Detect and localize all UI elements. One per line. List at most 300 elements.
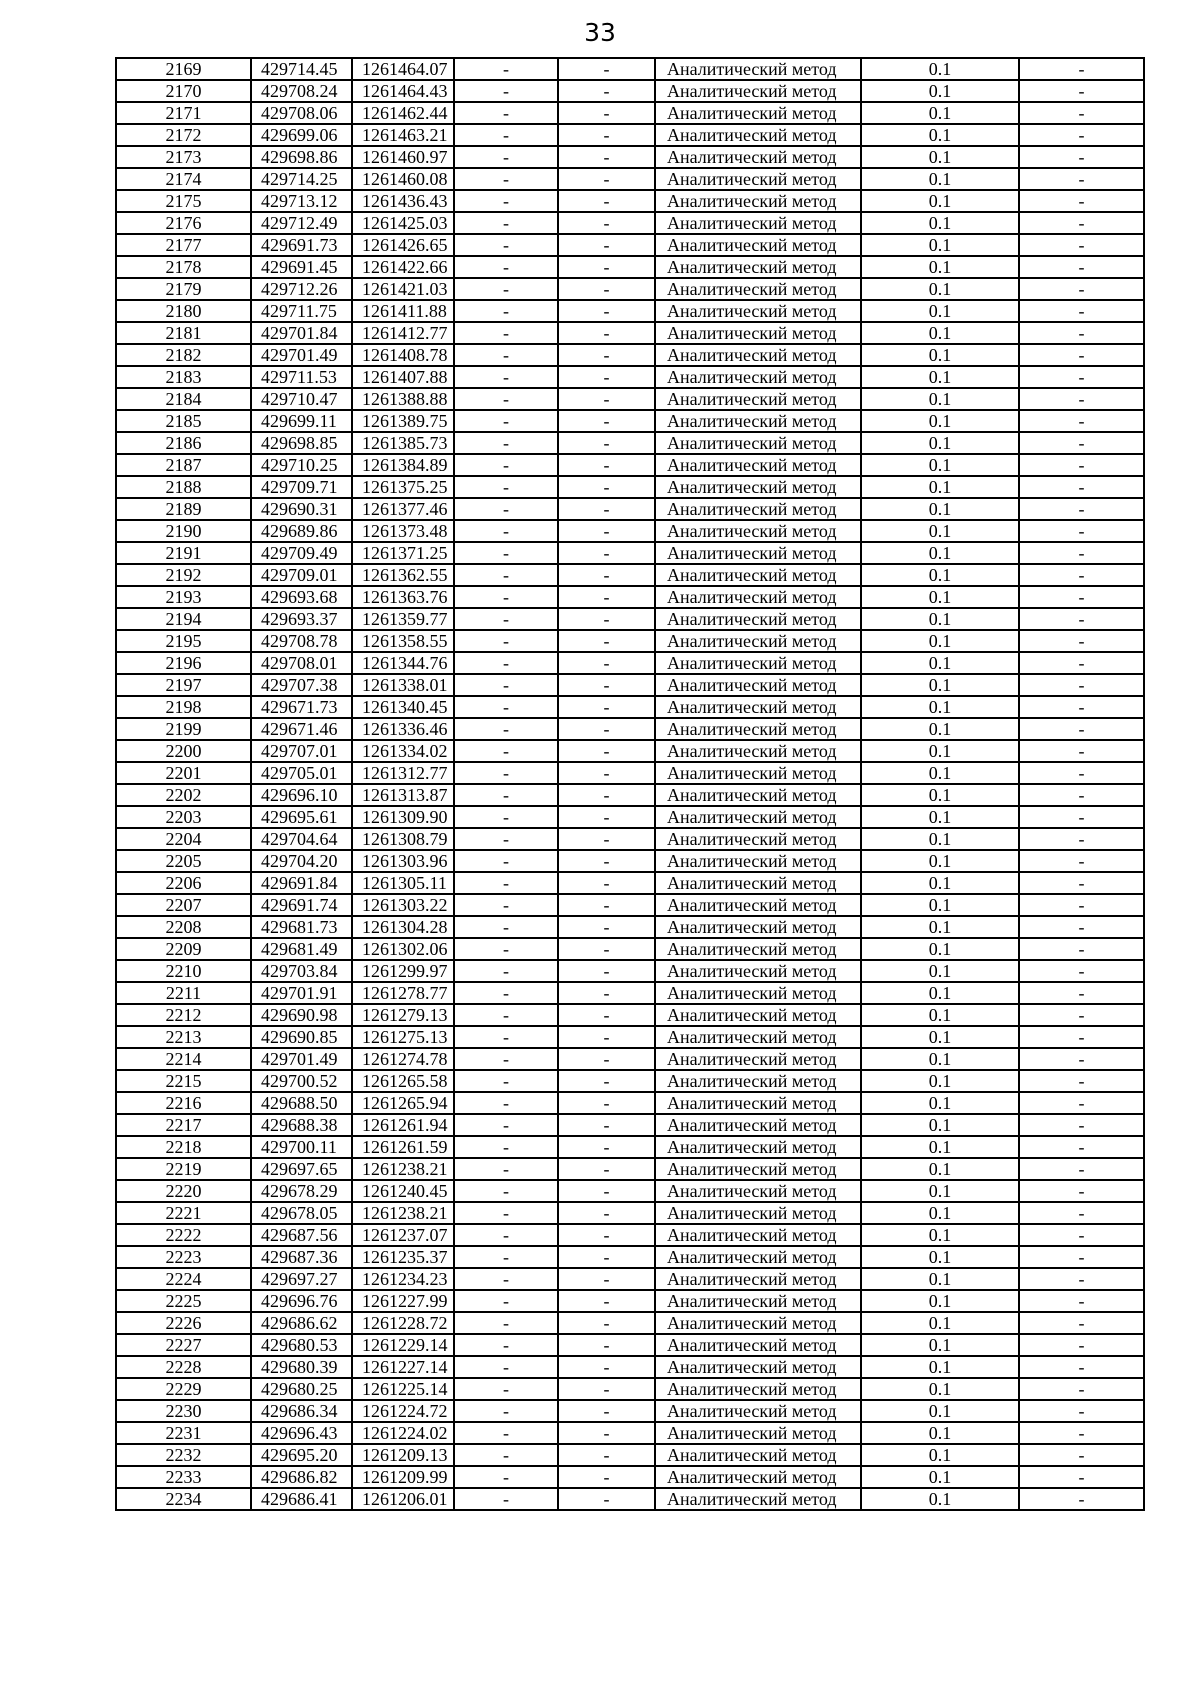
point-number-cell: 2181 (116, 322, 251, 344)
coord-y-cell: 1261305.11 (352, 872, 454, 894)
point-number-cell: 2226 (116, 1312, 251, 1334)
coord-y-cell: 1261375.25 (352, 476, 454, 498)
method-cell: Аналитический метод (655, 564, 861, 586)
coord-y-cell: 1261359.77 (352, 608, 454, 630)
coord-x-cell: 429686.62 (251, 1312, 352, 1334)
coord-y-cell: 1261261.94 (352, 1114, 454, 1136)
coord-x-cell: 429703.84 (251, 960, 352, 982)
point-number-cell: 2176 (116, 212, 251, 234)
point-number-cell: 2187 (116, 454, 251, 476)
col-5-cell: - (558, 1268, 655, 1290)
col-8-cell: - (1019, 322, 1144, 344)
point-number-cell: 2205 (116, 850, 251, 872)
table-row (116, 80, 1144, 102)
table-row (116, 58, 1144, 80)
coord-x-cell: 429700.52 (251, 1070, 352, 1092)
accuracy-cell: 0.1 (861, 696, 1019, 718)
col-4-cell: - (454, 58, 558, 80)
coord-x-cell: 429710.25 (251, 454, 352, 476)
col-8-cell: - (1019, 520, 1144, 542)
point-number-cell: 2180 (116, 300, 251, 322)
col-5-cell: - (558, 80, 655, 102)
accuracy-cell: 0.1 (861, 1158, 1019, 1180)
col-8-cell: - (1019, 1444, 1144, 1466)
table-row (116, 630, 1144, 652)
point-number-cell: 2194 (116, 608, 251, 630)
method-cell: Аналитический метод (655, 190, 861, 212)
method-cell: Аналитический метод (655, 1202, 861, 1224)
col-4-cell: - (454, 1136, 558, 1158)
col-5-cell: - (558, 1334, 655, 1356)
col-5-cell: - (558, 872, 655, 894)
method-cell: Аналитический метод (655, 762, 861, 784)
table-row (116, 344, 1144, 366)
col-8-cell: - (1019, 960, 1144, 982)
table-row (116, 894, 1144, 916)
table-row (116, 1444, 1144, 1466)
point-number-cell: 2204 (116, 828, 251, 850)
point-number-cell: 2217 (116, 1114, 251, 1136)
accuracy-cell: 0.1 (861, 58, 1019, 80)
method-cell: Аналитический метод (655, 828, 861, 850)
point-number-cell: 2223 (116, 1246, 251, 1268)
coord-y-cell: 1261274.78 (352, 1048, 454, 1070)
accuracy-cell: 0.1 (861, 366, 1019, 388)
coord-x-cell: 429701.91 (251, 982, 352, 1004)
col-8-cell: - (1019, 1158, 1144, 1180)
table-row (116, 784, 1144, 806)
point-number-cell: 2197 (116, 674, 251, 696)
table-row (116, 256, 1144, 278)
accuracy-cell: 0.1 (861, 894, 1019, 916)
col-4-cell: - (454, 806, 558, 828)
col-4-cell: - (454, 1466, 558, 1488)
coord-y-cell: 1261302.06 (352, 938, 454, 960)
accuracy-cell: 0.1 (861, 124, 1019, 146)
table-row (116, 1268, 1144, 1290)
coord-x-cell: 429681.49 (251, 938, 352, 960)
col-8-cell: - (1019, 1422, 1144, 1444)
accuracy-cell: 0.1 (861, 938, 1019, 960)
accuracy-cell: 0.1 (861, 300, 1019, 322)
coord-x-cell: 429678.05 (251, 1202, 352, 1224)
col-4-cell: - (454, 1026, 558, 1048)
coord-x-cell: 429695.20 (251, 1444, 352, 1466)
method-cell: Аналитический метод (655, 300, 861, 322)
accuracy-cell: 0.1 (861, 916, 1019, 938)
method-cell: Аналитический метод (655, 80, 861, 102)
coord-y-cell: 1261227.99 (352, 1290, 454, 1312)
coord-y-cell: 1261363.76 (352, 586, 454, 608)
coord-x-cell: 429687.36 (251, 1246, 352, 1268)
col-8-cell: - (1019, 1268, 1144, 1290)
coord-x-cell: 429708.01 (251, 652, 352, 674)
accuracy-cell: 0.1 (861, 740, 1019, 762)
method-cell: Аналитический метод (655, 1268, 861, 1290)
coord-x-cell: 429705.01 (251, 762, 352, 784)
point-number-cell: 2210 (116, 960, 251, 982)
method-cell: Аналитический метод (655, 1070, 861, 1092)
accuracy-cell: 0.1 (861, 1290, 1019, 1312)
table-row (116, 1378, 1144, 1400)
col-8-cell: - (1019, 1004, 1144, 1026)
point-number-cell: 2183 (116, 366, 251, 388)
col-4-cell: - (454, 344, 558, 366)
accuracy-cell: 0.1 (861, 1202, 1019, 1224)
coord-x-cell: 429697.27 (251, 1268, 352, 1290)
coord-y-cell: 1261309.90 (352, 806, 454, 828)
accuracy-cell: 0.1 (861, 542, 1019, 564)
coord-y-cell: 1261412.77 (352, 322, 454, 344)
coord-x-cell: 429711.53 (251, 366, 352, 388)
coord-x-cell: 429691.84 (251, 872, 352, 894)
coord-x-cell: 429708.06 (251, 102, 352, 124)
coord-y-cell: 1261299.97 (352, 960, 454, 982)
col-8-cell: - (1019, 872, 1144, 894)
coord-y-cell: 1261279.13 (352, 1004, 454, 1026)
table-row (116, 1180, 1144, 1202)
accuracy-cell: 0.1 (861, 828, 1019, 850)
table-row (116, 1290, 1144, 1312)
method-cell: Аналитический метод (655, 498, 861, 520)
col-8-cell: - (1019, 344, 1144, 366)
point-number-cell: 2232 (116, 1444, 251, 1466)
method-cell: Аналитический метод (655, 1444, 861, 1466)
col-8-cell: - (1019, 806, 1144, 828)
coord-y-cell: 1261308.79 (352, 828, 454, 850)
col-4-cell: - (454, 894, 558, 916)
coord-x-cell: 429690.98 (251, 1004, 352, 1026)
table-row (116, 806, 1144, 828)
point-number-cell: 2196 (116, 652, 251, 674)
table-row (116, 1158, 1144, 1180)
method-cell: Аналитический метод (655, 718, 861, 740)
point-number-cell: 2178 (116, 256, 251, 278)
table-row (116, 1422, 1144, 1444)
coord-y-cell: 1261227.14 (352, 1356, 454, 1378)
coord-x-cell: 429695.61 (251, 806, 352, 828)
coord-x-cell: 429696.76 (251, 1290, 352, 1312)
method-cell: Аналитический метод (655, 1422, 861, 1444)
accuracy-cell: 0.1 (861, 146, 1019, 168)
col-8-cell: - (1019, 1136, 1144, 1158)
col-4-cell: - (454, 1268, 558, 1290)
col-5-cell: - (558, 256, 655, 278)
method-cell: Аналитический метод (655, 1158, 861, 1180)
point-number-cell: 2174 (116, 168, 251, 190)
method-cell: Аналитический метод (655, 872, 861, 894)
accuracy-cell: 0.1 (861, 1268, 1019, 1290)
coord-x-cell: 429696.43 (251, 1422, 352, 1444)
col-8-cell: - (1019, 58, 1144, 80)
point-number-cell: 2211 (116, 982, 251, 1004)
point-number-cell: 2209 (116, 938, 251, 960)
col-8-cell: - (1019, 1356, 1144, 1378)
col-5-cell: - (558, 366, 655, 388)
point-number-cell: 2188 (116, 476, 251, 498)
accuracy-cell: 0.1 (861, 212, 1019, 234)
col-4-cell: - (454, 1444, 558, 1466)
col-4-cell: - (454, 674, 558, 696)
col-8-cell: - (1019, 784, 1144, 806)
accuracy-cell: 0.1 (861, 784, 1019, 806)
coord-x-cell: 429691.45 (251, 256, 352, 278)
col-5-cell: - (558, 608, 655, 630)
col-4-cell: - (454, 1356, 558, 1378)
point-number-cell: 2177 (116, 234, 251, 256)
col-5-cell: - (558, 916, 655, 938)
method-cell: Аналитический метод (655, 1004, 861, 1026)
col-5-cell: - (558, 850, 655, 872)
table-row (116, 542, 1144, 564)
point-number-cell: 2171 (116, 102, 251, 124)
col-8-cell: - (1019, 1400, 1144, 1422)
coord-x-cell: 429704.20 (251, 850, 352, 872)
accuracy-cell: 0.1 (861, 1048, 1019, 1070)
method-cell: Аналитический метод (655, 58, 861, 80)
col-5-cell: - (558, 1070, 655, 1092)
method-cell: Аналитический метод (655, 1488, 861, 1510)
col-4-cell: - (454, 740, 558, 762)
method-cell: Аналитический метод (655, 1334, 861, 1356)
method-cell: Аналитический метод (655, 894, 861, 916)
point-number-cell: 2172 (116, 124, 251, 146)
method-cell: Аналитический метод (655, 1356, 861, 1378)
coord-x-cell: 429680.53 (251, 1334, 352, 1356)
table-row (116, 322, 1144, 344)
coord-y-cell: 1261388.88 (352, 388, 454, 410)
col-5-cell: - (558, 124, 655, 146)
accuracy-cell: 0.1 (861, 1356, 1019, 1378)
col-4-cell: - (454, 1378, 558, 1400)
col-5-cell: - (558, 1488, 655, 1510)
coord-y-cell: 1261462.44 (352, 102, 454, 124)
col-4-cell: - (454, 322, 558, 344)
col-8-cell: - (1019, 102, 1144, 124)
col-4-cell: - (454, 652, 558, 674)
col-5-cell: - (558, 938, 655, 960)
coord-x-cell: 429698.85 (251, 432, 352, 454)
col-8-cell: - (1019, 696, 1144, 718)
point-number-cell: 2212 (116, 1004, 251, 1026)
col-4-cell: - (454, 212, 558, 234)
col-4-cell: - (454, 1422, 558, 1444)
accuracy-cell: 0.1 (861, 168, 1019, 190)
point-number-cell: 2214 (116, 1048, 251, 1070)
accuracy-cell: 0.1 (861, 608, 1019, 630)
point-number-cell: 2230 (116, 1400, 251, 1422)
point-number-cell: 2219 (116, 1158, 251, 1180)
coord-x-cell: 429687.56 (251, 1224, 352, 1246)
accuracy-cell: 0.1 (861, 454, 1019, 476)
col-5-cell: - (558, 828, 655, 850)
table-row (116, 1466, 1144, 1488)
coord-x-cell: 429688.38 (251, 1114, 352, 1136)
table-row (116, 1136, 1144, 1158)
col-8-cell: - (1019, 498, 1144, 520)
method-cell: Аналитический метод (655, 1026, 861, 1048)
table-row (116, 938, 1144, 960)
table-row (116, 1334, 1144, 1356)
table-row (116, 696, 1144, 718)
col-5-cell: - (558, 300, 655, 322)
col-8-cell: - (1019, 1180, 1144, 1202)
coord-y-cell: 1261460.97 (352, 146, 454, 168)
col-4-cell: - (454, 300, 558, 322)
col-8-cell: - (1019, 1290, 1144, 1312)
coord-x-cell: 429690.31 (251, 498, 352, 520)
accuracy-cell: 0.1 (861, 432, 1019, 454)
method-cell: Аналитический метод (655, 608, 861, 630)
coord-y-cell: 1261303.22 (352, 894, 454, 916)
coord-x-cell: 429710.47 (251, 388, 352, 410)
col-4-cell: - (454, 190, 558, 212)
table-row (116, 586, 1144, 608)
point-number-cell: 2198 (116, 696, 251, 718)
point-number-cell: 2175 (116, 190, 251, 212)
point-number-cell: 2218 (116, 1136, 251, 1158)
col-4-cell: - (454, 1158, 558, 1180)
col-8-cell: - (1019, 564, 1144, 586)
col-4-cell: - (454, 1334, 558, 1356)
table-row (116, 454, 1144, 476)
method-cell: Аналитический метод (655, 102, 861, 124)
col-5-cell: - (558, 1290, 655, 1312)
method-cell: Аналитический метод (655, 1312, 861, 1334)
method-cell: Аналитический метод (655, 740, 861, 762)
col-5-cell: - (558, 454, 655, 476)
coord-x-cell: 429708.78 (251, 630, 352, 652)
accuracy-cell: 0.1 (861, 322, 1019, 344)
table-row (116, 1004, 1144, 1026)
col-4-cell: - (454, 256, 558, 278)
accuracy-cell: 0.1 (861, 762, 1019, 784)
col-4-cell: - (454, 1488, 558, 1510)
col-8-cell: - (1019, 1466, 1144, 1488)
col-8-cell: - (1019, 190, 1144, 212)
method-cell: Аналитический метод (655, 322, 861, 344)
coord-x-cell: 429704.64 (251, 828, 352, 850)
col-4-cell: - (454, 762, 558, 784)
col-8-cell: - (1019, 146, 1144, 168)
table-row (116, 476, 1144, 498)
coord-x-cell: 429707.38 (251, 674, 352, 696)
point-number-cell: 2179 (116, 278, 251, 300)
col-8-cell: - (1019, 542, 1144, 564)
method-cell: Аналитический метод (655, 784, 861, 806)
accuracy-cell: 0.1 (861, 630, 1019, 652)
method-cell: Аналитический метод (655, 454, 861, 476)
coord-y-cell: 1261385.73 (352, 432, 454, 454)
point-number-cell: 2184 (116, 388, 251, 410)
method-cell: Аналитический метод (655, 938, 861, 960)
coord-y-cell: 1261225.14 (352, 1378, 454, 1400)
col-5-cell: - (558, 58, 655, 80)
point-number-cell: 2182 (116, 344, 251, 366)
point-number-cell: 2195 (116, 630, 251, 652)
point-number-cell: 2231 (116, 1422, 251, 1444)
col-5-cell: - (558, 344, 655, 366)
method-cell: Аналитический метод (655, 1114, 861, 1136)
coordinates-table (115, 57, 1145, 1511)
col-5-cell: - (558, 1004, 655, 1026)
coord-y-cell: 1261425.03 (352, 212, 454, 234)
coord-y-cell: 1261261.59 (352, 1136, 454, 1158)
col-5-cell: - (558, 806, 655, 828)
col-5-cell: - (558, 1312, 655, 1334)
col-4-cell: - (454, 1400, 558, 1422)
coord-x-cell: 429693.68 (251, 586, 352, 608)
coord-y-cell: 1261338.01 (352, 674, 454, 696)
col-8-cell: - (1019, 1092, 1144, 1114)
accuracy-cell: 0.1 (861, 1400, 1019, 1422)
coord-y-cell: 1261334.02 (352, 740, 454, 762)
col-4-cell: - (454, 696, 558, 718)
col-4-cell: - (454, 80, 558, 102)
col-5-cell: - (558, 498, 655, 520)
col-5-cell: - (558, 388, 655, 410)
col-4-cell: - (454, 718, 558, 740)
method-cell: Аналитический метод (655, 344, 861, 366)
col-8-cell: - (1019, 916, 1144, 938)
table-row (116, 1224, 1144, 1246)
coord-y-cell: 1261408.78 (352, 344, 454, 366)
coord-y-cell: 1261224.72 (352, 1400, 454, 1422)
col-8-cell: - (1019, 982, 1144, 1004)
coord-x-cell: 429686.82 (251, 1466, 352, 1488)
method-cell: Аналитический метод (655, 1180, 861, 1202)
coord-x-cell: 429714.25 (251, 168, 352, 190)
coord-y-cell: 1261234.23 (352, 1268, 454, 1290)
point-number-cell: 2169 (116, 58, 251, 80)
accuracy-cell: 0.1 (861, 256, 1019, 278)
accuracy-cell: 0.1 (861, 1004, 1019, 1026)
coord-y-cell: 1261411.88 (352, 300, 454, 322)
col-8-cell: - (1019, 850, 1144, 872)
col-8-cell: - (1019, 432, 1144, 454)
col-4-cell: - (454, 388, 558, 410)
table-row (116, 300, 1144, 322)
method-cell: Аналитический метод (655, 256, 861, 278)
col-5-cell: - (558, 1466, 655, 1488)
accuracy-cell: 0.1 (861, 960, 1019, 982)
col-8-cell: - (1019, 1488, 1144, 1510)
coord-y-cell: 1261463.21 (352, 124, 454, 146)
method-cell: Аналитический метод (655, 806, 861, 828)
method-cell: Аналитический метод (655, 520, 861, 542)
method-cell: Аналитический метод (655, 674, 861, 696)
accuracy-cell: 0.1 (861, 1070, 1019, 1092)
col-5-cell: - (558, 190, 655, 212)
coord-y-cell: 1261238.21 (352, 1158, 454, 1180)
coord-x-cell: 429680.39 (251, 1356, 352, 1378)
col-4-cell: - (454, 146, 558, 168)
accuracy-cell: 0.1 (861, 1312, 1019, 1334)
coord-y-cell: 1261304.28 (352, 916, 454, 938)
coord-y-cell: 1261312.77 (352, 762, 454, 784)
method-cell: Аналитический метод (655, 982, 861, 1004)
method-cell: Аналитический метод (655, 696, 861, 718)
accuracy-cell: 0.1 (861, 1114, 1019, 1136)
accuracy-cell: 0.1 (861, 102, 1019, 124)
table-row (116, 278, 1144, 300)
col-4-cell: - (454, 850, 558, 872)
col-5-cell: - (558, 762, 655, 784)
method-cell: Аналитический метод (655, 1246, 861, 1268)
col-8-cell: - (1019, 1114, 1144, 1136)
col-5-cell: - (558, 718, 655, 740)
col-5-cell: - (558, 1356, 655, 1378)
